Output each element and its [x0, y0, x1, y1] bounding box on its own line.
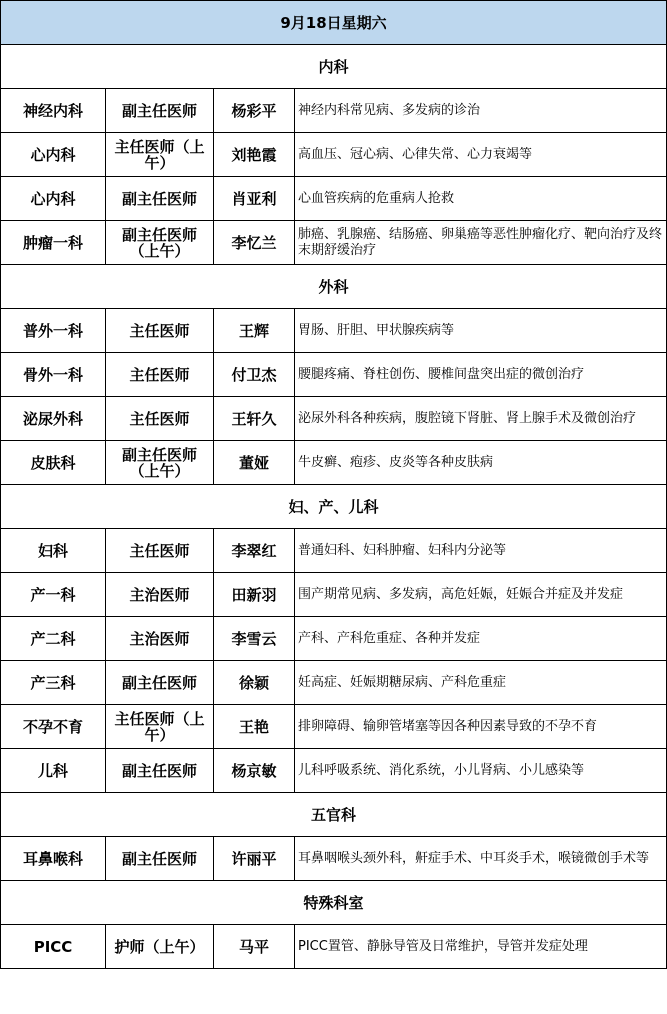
doctor-name-cell: 杨京敏: [214, 749, 295, 793]
department-cell: 产二科: [1, 617, 106, 661]
section-title: 五官科: [1, 793, 667, 837]
doctor-name-cell: 徐颖: [214, 661, 295, 705]
specialty-cell: 腰腿疼痛、脊柱创伤、腰椎间盘突出症的微创治疗: [295, 353, 667, 397]
doctor-name-cell: 董娅: [214, 441, 295, 485]
title-row: [1, 1, 667, 45]
doctor-title-cell: 副主任医师: [106, 749, 214, 793]
doctor-title-cell: 主任医师: [106, 529, 214, 573]
doctor-name-cell: 王辉: [214, 309, 295, 353]
doctor-title-cell: 副主任医师（上午）: [106, 441, 214, 485]
specialty-cell: 围产期常见病、多发病，高危妊娠，妊娠合并症及并发症: [295, 573, 667, 617]
department-cell: 普外一科: [1, 309, 106, 353]
department-cell: 骨外一科: [1, 353, 106, 397]
doctor-title-cell: 副主任医师（上午）: [106, 221, 214, 265]
doctor-title-cell: 主治医师: [106, 573, 214, 617]
doctor-row: [1, 221, 667, 265]
doctor-name-cell: 刘艳霞: [214, 133, 295, 177]
doctor-title-cell: 主任医师（上午）: [106, 705, 214, 749]
specialty-cell: 神经内科常见病、多发病的诊治: [295, 89, 667, 133]
date-header: 9月18日星期六: [1, 1, 667, 45]
department-cell: 不孕不育: [1, 705, 106, 749]
department-cell: 皮肤科: [1, 441, 106, 485]
doctor-title-cell: 护师（上午）: [106, 925, 214, 969]
specialty-cell: 牛皮癣、疱疹、皮炎等各种皮肤病: [295, 441, 667, 485]
specialty-cell: 高血压、冠心病、心律失常、心力衰竭等: [295, 133, 667, 177]
doctor-row: [1, 573, 667, 617]
department-cell: 心内科: [1, 133, 106, 177]
section-title: 妇、产、儿科: [1, 485, 667, 529]
section-title: 内科: [1, 45, 667, 89]
doctor-row: [1, 837, 667, 881]
department-cell: 儿科: [1, 749, 106, 793]
doctor-row: [1, 309, 667, 353]
doctor-name-cell: 李翠红: [214, 529, 295, 573]
specialty-cell: 排卵障碍、输卵管堵塞等因各种因素导致的不孕不育: [295, 705, 667, 749]
department-cell: PICC: [1, 925, 106, 969]
specialty-cell: 妊高症、妊娠期糖尿病、产科危重症: [295, 661, 667, 705]
doctor-row: [1, 661, 667, 705]
doctor-name-cell: 王轩久: [214, 397, 295, 441]
specialty-cell: 胃肠、肝胆、甲状腺疾病等: [295, 309, 667, 353]
doctor-row: [1, 397, 667, 441]
doctor-title-cell: 主任医师（上午）: [106, 133, 214, 177]
doctor-name-cell: 李雪云: [214, 617, 295, 661]
specialty-cell: 泌尿外科各种疾病，腹腔镜下肾脏、肾上腺手术及微创治疗: [295, 397, 667, 441]
department-cell: 心内科: [1, 177, 106, 221]
specialty-cell: 儿科呼吸系统、消化系统，小儿肾病、小儿感染等: [295, 749, 667, 793]
doctor-row: [1, 705, 667, 749]
department-cell: 肿瘤一科: [1, 221, 106, 265]
section-header-row: [1, 265, 667, 309]
specialty-cell: 普通妇科、妇科肿瘤、妇科内分泌等: [295, 529, 667, 573]
doctor-name-cell: 李忆兰: [214, 221, 295, 265]
department-cell: 产三科: [1, 661, 106, 705]
section-title: 外科: [1, 265, 667, 309]
specialty-cell: 肺癌、乳腺癌、结肠癌、卵巢癌等恶性肿瘤化疗、靶向治疗及终末期舒缓治疗: [295, 221, 667, 265]
doctor-title-cell: 副主任医师: [106, 661, 214, 705]
doctor-name-cell: 许丽平: [214, 837, 295, 881]
doctor-row: [1, 749, 667, 793]
doctor-title-cell: 主任医师: [106, 309, 214, 353]
doctor-row: [1, 89, 667, 133]
department-cell: 神经内科: [1, 89, 106, 133]
department-cell: 妇科: [1, 529, 106, 573]
doctor-title-cell: 主治医师: [106, 617, 214, 661]
doctor-name-cell: 杨彩平: [214, 89, 295, 133]
section-header-row: [1, 485, 667, 529]
doctor-name-cell: 王艳: [214, 705, 295, 749]
department-cell: 泌尿外科: [1, 397, 106, 441]
doctor-row: [1, 529, 667, 573]
section-title: 特殊科室: [1, 881, 667, 925]
doctor-row: [1, 177, 667, 221]
department-cell: 产一科: [1, 573, 106, 617]
doctor-name-cell: 马平: [214, 925, 295, 969]
doctor-name-cell: 付卫杰: [214, 353, 295, 397]
section-header-row: [1, 793, 667, 837]
doctor-title-cell: 主任医师: [106, 353, 214, 397]
doctor-row: [1, 925, 667, 969]
specialty-cell: PICC置管、静脉导管及日常维护，导管并发症处理: [295, 925, 667, 969]
section-header-row: [1, 45, 667, 89]
doctor-title-cell: 副主任医师: [106, 177, 214, 221]
specialty-cell: 产科、产科危重症、各种并发症: [295, 617, 667, 661]
doctor-row: [1, 617, 667, 661]
department-cell: 耳鼻喉科: [1, 837, 106, 881]
doctor-row: [1, 353, 667, 397]
doctor-title-cell: 主任医师: [106, 397, 214, 441]
doctor-row: [1, 133, 667, 177]
doctor-title-cell: 副主任医师: [106, 89, 214, 133]
specialty-cell: 心血管疾病的危重病人抢救: [295, 177, 667, 221]
doctor-title-cell: 副主任医师: [106, 837, 214, 881]
doctor-row: [1, 441, 667, 485]
doctor-name-cell: 肖亚利: [214, 177, 295, 221]
specialty-cell: 耳鼻咽喉头颈外科，鼾症手术、中耳炎手术，喉镜微创手术等: [295, 837, 667, 881]
section-header-row: [1, 881, 667, 925]
doctor-name-cell: 田新羽: [214, 573, 295, 617]
